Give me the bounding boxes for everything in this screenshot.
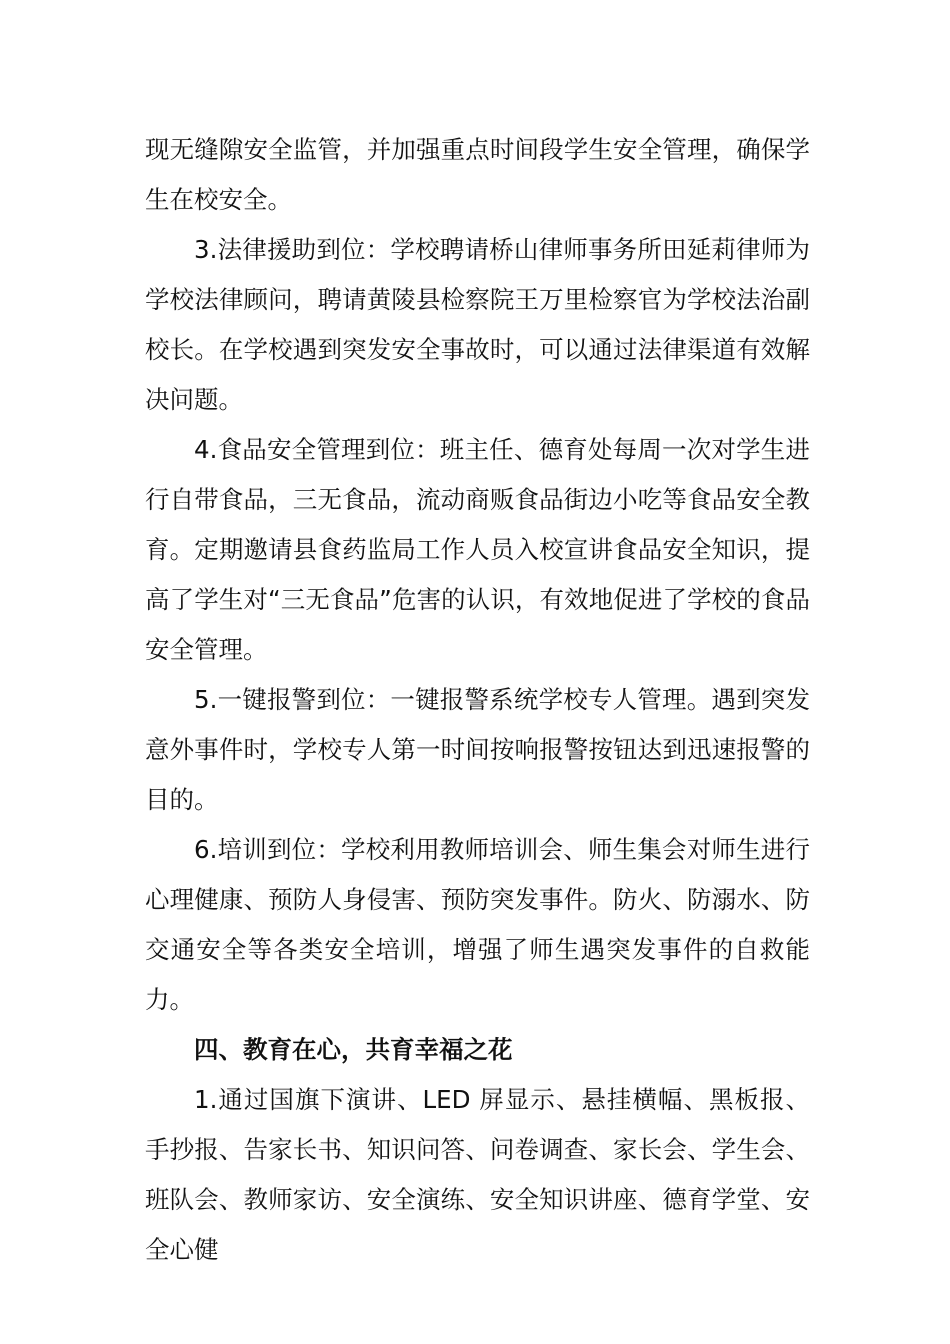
paragraph-continuation: 现无缝隙安全监管，并加强重点时间段学生安全管理，确保学生在校安全。 [145,135,810,214]
section-heading: 四、教育在心，共育幸福之花 [194,1035,513,1064]
paragraph-food-safety: 4.食品安全管理到位：班主任、德育处每周一次对学生进行自带食品，三无食品，流动商贩食品街边小吃等食品安全教育。定期邀请县食药监局工作人员入校宣讲食品安全知识，提高了学生对“三无食品”危害的认识，有效地促进了学校的食品安全管理。 [145,435,810,664]
paragraph-training: 6.培训到位：学校利用教师培训会、师生集会对师生进行心理健康、预防人身侵害、预防突发事件。防火、防溺水、防交通安全等各类安全培训，增强了师生遇突发事件的自救能力。 [145,835,810,1014]
paragraph-legal-aid: 3.法律援助到位：学校聘请桥山律师事务所田延莉律师为学校法律顾问，聘请黄陵县检察院王万里检察官为学校法治副校长。在学校遇到突发安全事故时，可以通过法律渠道有效解决问题。 [145,235,810,414]
paragraph-education: 1.通过国旗下演讲、LED 屏显示、悬挂横幅、黑板报、手抄报、告家长书、知识问答、问卷调查、家长会、学生会、班队会、教师家访、安全演练、安全知识讲座、德育学堂、安全心健 [145,1085,810,1264]
paragraph-alarm: 5.一键报警到位：一键报警系统学校专人管理。遇到突发意外事件时，学校专人第一时间按响报警按钮达到迅速报警的目的。 [145,685,810,814]
document-page [145,125,810,1275]
